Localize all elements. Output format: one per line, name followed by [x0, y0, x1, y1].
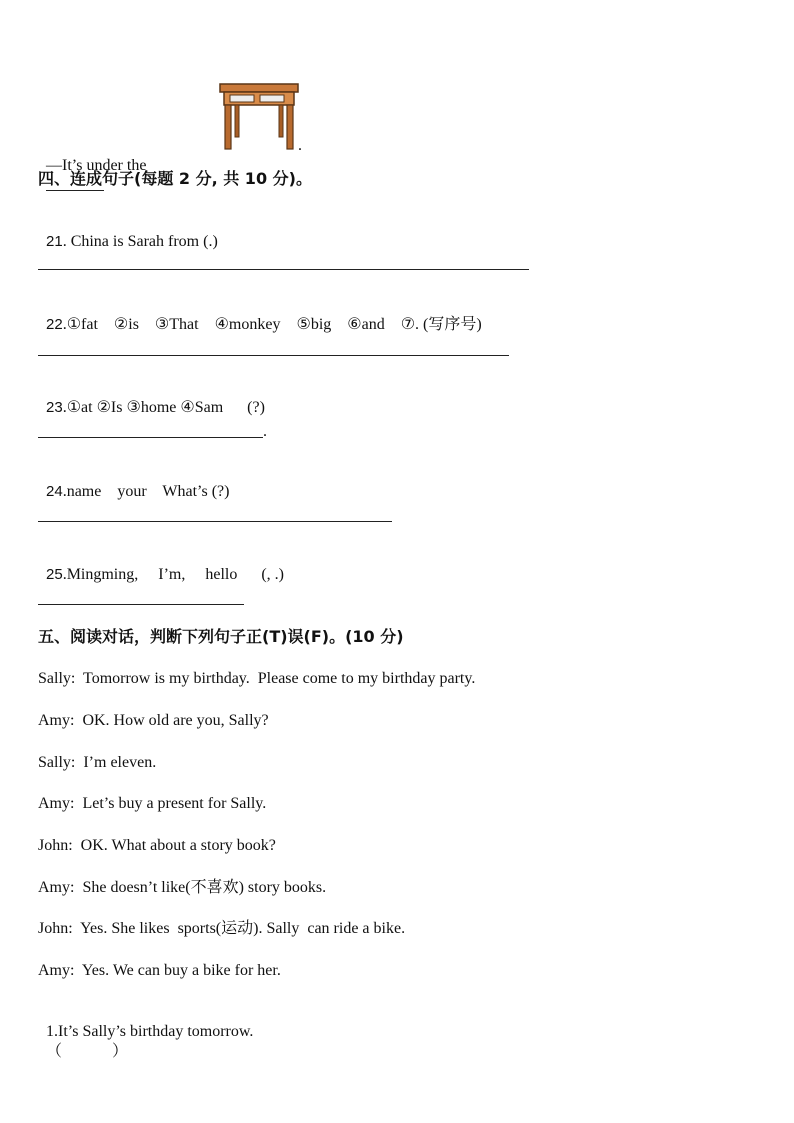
tf-question-1-text: 1.It’s Sally’s birthday tomorrow. — [46, 1023, 254, 1040]
q23-end-dot: . — [263, 423, 267, 440]
question-23 — [38, 378, 265, 418]
q24-text: .name your What’s (?) — [62, 483, 230, 500]
q25-text: .Mingming, I’m, hello (, .) — [62, 566, 284, 583]
answer-paren-open: （ — [46, 1043, 63, 1060]
dialogue-line: John: Yes. She likes sports(运动). Sally can ride a bike. — [38, 920, 406, 937]
answer-line-21[interactable] — [38, 269, 529, 270]
answer-line-22[interactable] — [38, 355, 509, 356]
dialogue-line: Amy: OK. How old are you, Sally? — [38, 712, 269, 729]
dialogue-line: Sally: Tomorrow is my birthday. Please come to my birthday party. — [38, 670, 476, 687]
q23-text: .①at ②Is ③home ④Sam (?) — [62, 399, 265, 416]
q22-text: .①fat ②is ③That ④monkey ⑤big ⑥and ⑦. (写序号) — [62, 316, 482, 333]
q25-number: 25 — [46, 566, 63, 583]
question-25 — [38, 545, 284, 585]
tf-question-1 — [38, 1002, 253, 1062]
q23-number: 23 — [46, 399, 63, 416]
dialogue-line: John: OK. What about a story book? — [38, 837, 276, 854]
dialogue-line: Amy: She doesn’t like(不喜欢) story books. — [38, 879, 327, 896]
section-4-title: 四、连成句子(每题 2 分, 共 10 分)。 — [38, 169, 312, 188]
answer-line-23[interactable] — [38, 437, 263, 438]
q20-suffix: . — [298, 137, 302, 154]
question-24 — [38, 462, 229, 502]
answer-line-24[interactable] — [38, 521, 392, 522]
dialogue-line: Amy: Let’s buy a present for Sally. — [38, 795, 267, 812]
q21-number: 21 — [46, 233, 63, 250]
dialogue-line: Amy: Yes. We can buy a bike for her. — [38, 962, 281, 979]
desk-icon — [218, 80, 300, 150]
q24-number: 24 — [46, 483, 63, 500]
dialogue-line: Sally: I’m eleven. — [38, 754, 157, 771]
answer-line-25[interactable] — [38, 604, 244, 605]
question-22 — [38, 295, 482, 335]
q20-prefix: —It’s under the — [46, 157, 147, 174]
answer-paren-close: ） — [112, 1043, 129, 1060]
section-5-title: 五、阅读对话，判断下列句子正(T)误(F)。(10 分) — [38, 627, 404, 646]
q22-number: 22 — [46, 316, 63, 333]
q21-text: . China is Sarah from (.) — [62, 233, 218, 250]
question-21 — [38, 212, 218, 252]
